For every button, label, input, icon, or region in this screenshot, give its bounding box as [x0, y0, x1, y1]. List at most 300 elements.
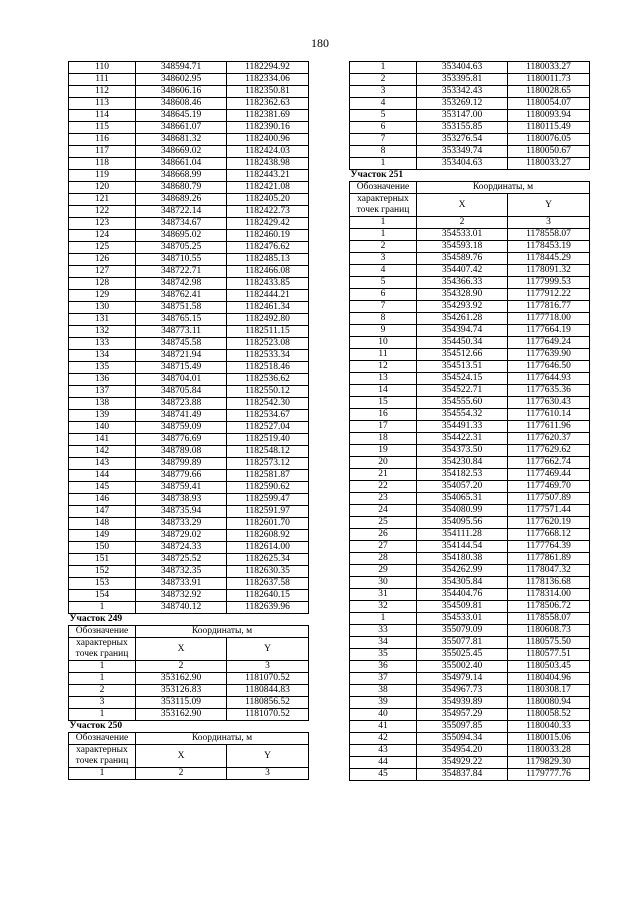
y-coordinate: 1177912.22: [508, 289, 590, 301]
point-number: 110: [69, 62, 136, 74]
y-coordinate: 1179829.30: [508, 757, 590, 769]
x-coordinate: 348602.95: [136, 74, 227, 86]
table-row: [350, 253, 590, 265]
table-header: [69, 626, 309, 638]
y-coordinate: 1177620.37: [508, 433, 590, 445]
header-line: точек границ: [356, 205, 410, 215]
table-row: [69, 590, 309, 602]
table-row: [69, 182, 309, 194]
table-row: [350, 241, 590, 253]
header-x: X: [136, 638, 227, 661]
y-coordinate: 1182362.63: [227, 98, 309, 110]
y-coordinate: 1180608.73: [508, 625, 590, 637]
point-number: 129: [69, 290, 136, 302]
table-header: [350, 182, 590, 194]
table-row: [350, 385, 590, 397]
x-coordinate: 348740.12: [136, 602, 227, 614]
point-number: 44: [350, 757, 417, 769]
point-number: 136: [69, 374, 136, 386]
point-number: 12: [350, 361, 417, 373]
point-number: 23: [350, 493, 417, 505]
x-coordinate: 348689.26: [136, 194, 227, 206]
point-number: 1: [350, 158, 417, 170]
x-coordinate: 348705.25: [136, 242, 227, 254]
point-number: 124: [69, 230, 136, 242]
x-coordinate: 354512.66: [417, 349, 508, 361]
point-number: 1: [350, 229, 417, 241]
y-coordinate: 1180015.06: [508, 733, 590, 745]
y-coordinate: 1177639.90: [508, 349, 590, 361]
table-row: [350, 229, 590, 241]
point-number: 10: [350, 337, 417, 349]
point-number: 117: [69, 146, 136, 158]
header-coordinates: Координаты, м: [136, 733, 309, 745]
point-number: 7: [350, 134, 417, 146]
x-coordinate: 348742.98: [136, 278, 227, 290]
y-coordinate: 1178047.32: [508, 565, 590, 577]
point-number: 120: [69, 182, 136, 194]
x-coordinate: 354328.90: [417, 289, 508, 301]
x-coordinate: 354555.60: [417, 397, 508, 409]
x-coordinate: 353162.90: [136, 709, 227, 721]
point-number: 112: [69, 86, 136, 98]
x-coordinate: 354144.54: [417, 541, 508, 553]
y-coordinate: 1177507.89: [508, 493, 590, 505]
x-coordinate: 354366.33: [417, 277, 508, 289]
y-coordinate: 1180856.52: [227, 697, 309, 709]
point-number: 125: [69, 242, 136, 254]
table-row: [350, 685, 590, 697]
x-coordinate: 354524.15: [417, 373, 508, 385]
header-line: характерных: [357, 194, 409, 204]
point-number: 113: [69, 98, 136, 110]
point-number: 33: [350, 625, 417, 637]
header-line: характерных: [76, 745, 128, 755]
table-row: [69, 86, 309, 98]
table-row: [350, 649, 590, 661]
point-number: 145: [69, 482, 136, 494]
x-coordinate: 354533.01: [417, 613, 508, 625]
x-coordinate: 353349.74: [417, 146, 508, 158]
x-coordinate: 354957.29: [417, 709, 508, 721]
table-row: [350, 457, 590, 469]
x-coordinate: 354533.01: [417, 229, 508, 241]
y-coordinate: 1182429.42: [227, 218, 309, 230]
x-coordinate: 348724.33: [136, 542, 227, 554]
x-coordinate: 348680.79: [136, 182, 227, 194]
table-row: [350, 661, 590, 673]
table-row: [69, 254, 309, 266]
x-coordinate: 348733.91: [136, 578, 227, 590]
x-coordinate: 354261.28: [417, 313, 508, 325]
header-coordinates: Координаты, м: [136, 626, 309, 638]
table-row: [69, 697, 309, 709]
x-coordinate: 354929.22: [417, 757, 508, 769]
x-coordinate: 354293.92: [417, 301, 508, 313]
point-number: 36: [350, 661, 417, 673]
x-coordinate: 348668.99: [136, 170, 227, 182]
header-designation: Обозначение: [69, 626, 136, 638]
point-number: 40: [350, 709, 417, 721]
point-number: 39: [350, 697, 417, 709]
table-row: [69, 74, 309, 86]
x-coordinate: 348732.35: [136, 566, 227, 578]
y-coordinate: 1177649.24: [508, 337, 590, 349]
table-row: [69, 398, 309, 410]
column-number: 2: [417, 217, 508, 229]
point-number: 139: [69, 410, 136, 422]
x-coordinate: 353155.85: [417, 122, 508, 134]
point-number: 128: [69, 278, 136, 290]
table-row: [69, 458, 309, 470]
point-number: 29: [350, 565, 417, 577]
y-coordinate: 1177764.39: [508, 541, 590, 553]
x-coordinate: 354230.84: [417, 457, 508, 469]
x-coordinate: 354262.99: [417, 565, 508, 577]
y-coordinate: 1180575.50: [508, 637, 590, 649]
right-column: [349, 61, 590, 781]
header-y: Y: [227, 745, 309, 768]
y-coordinate: 1177620.19: [508, 517, 590, 529]
header-y: Y: [508, 194, 590, 217]
y-coordinate: 1180308.17: [508, 685, 590, 697]
table-row: [69, 434, 309, 446]
point-number: 6: [350, 122, 417, 134]
table-row: [69, 218, 309, 230]
point-number: 16: [350, 409, 417, 421]
table-row: [69, 518, 309, 530]
x-coordinate: 348669.02: [136, 146, 227, 158]
section-251-title: [350, 170, 590, 182]
point-number: 22: [350, 481, 417, 493]
table-header-numbers: [69, 661, 309, 673]
table-row: [350, 637, 590, 649]
y-coordinate: 1181070.52: [227, 709, 309, 721]
x-coordinate: 353115.09: [136, 697, 227, 709]
point-number: 151: [69, 554, 136, 566]
y-coordinate: 1182476.62: [227, 242, 309, 254]
x-coordinate: 348779.66: [136, 470, 227, 482]
x-coordinate: 348729.02: [136, 530, 227, 542]
table-row: [350, 301, 590, 313]
table-row: [350, 325, 590, 337]
table-row: [69, 110, 309, 122]
x-coordinate: 348759.41: [136, 482, 227, 494]
y-coordinate: 1177469.44: [508, 469, 590, 481]
section-title: Участок 249: [69, 614, 309, 626]
x-coordinate: 348721.94: [136, 350, 227, 362]
point-number: 154: [69, 590, 136, 602]
table-header-numbers: [350, 217, 590, 229]
point-number: 7: [350, 301, 417, 313]
point-number: 133: [69, 338, 136, 350]
y-coordinate: 1180054.07: [508, 98, 590, 110]
table-row: [69, 685, 309, 697]
x-coordinate: 354305.84: [417, 577, 508, 589]
y-coordinate: 1182438.98: [227, 158, 309, 170]
table-row: [69, 278, 309, 290]
table-row: [69, 506, 309, 518]
table-row: [350, 577, 590, 589]
x-coordinate: 355002.40: [417, 661, 508, 673]
point-number: 1: [69, 709, 136, 721]
x-coordinate: 354065.31: [417, 493, 508, 505]
table-row: [350, 613, 590, 625]
y-coordinate: 1182422.73: [227, 206, 309, 218]
x-coordinate: 348681.32: [136, 134, 227, 146]
x-coordinate: 353276.54: [417, 134, 508, 146]
point-number: 11: [350, 349, 417, 361]
coordinates-table-left: [68, 61, 309, 780]
y-coordinate: 1177668.12: [508, 529, 590, 541]
x-coordinate: 354450.34: [417, 337, 508, 349]
y-coordinate: 1182421.08: [227, 182, 309, 194]
y-coordinate: 1180058.52: [508, 709, 590, 721]
y-coordinate: 1182294.92: [227, 62, 309, 74]
x-coordinate: 348594.71: [136, 62, 227, 74]
table-row: [69, 602, 309, 614]
y-coordinate: 1177571.44: [508, 505, 590, 517]
y-coordinate: 1182608.92: [227, 530, 309, 542]
table-row: [69, 709, 309, 721]
y-coordinate: 1180404.96: [508, 673, 590, 685]
point-number: 1: [69, 602, 136, 614]
point-number: 35: [350, 649, 417, 661]
table-row: [69, 98, 309, 110]
point-number: 132: [69, 326, 136, 338]
y-coordinate: 1182591.97: [227, 506, 309, 518]
y-coordinate: 1180011.73: [508, 74, 590, 86]
point-number: 42: [350, 733, 417, 745]
point-number: 135: [69, 362, 136, 374]
x-coordinate: 353404.63: [417, 62, 508, 74]
x-coordinate: 354513.51: [417, 361, 508, 373]
x-coordinate: 355079.09: [417, 625, 508, 637]
point-number: 1: [350, 62, 417, 74]
point-number: 15: [350, 397, 417, 409]
point-number: 27: [350, 541, 417, 553]
table-row: [350, 373, 590, 385]
table-row: [69, 422, 309, 434]
section-title: Участок 250: [69, 721, 309, 733]
point-number: 5: [350, 277, 417, 289]
point-number: 130: [69, 302, 136, 314]
y-coordinate: 1180093.94: [508, 110, 590, 122]
header-designation-cont: [69, 745, 136, 768]
y-coordinate: 1177999.53: [508, 277, 590, 289]
x-coordinate: 348606.16: [136, 86, 227, 98]
x-coordinate: 354394.74: [417, 325, 508, 337]
y-coordinate: 1182614.00: [227, 542, 309, 554]
x-coordinate: 348695.02: [136, 230, 227, 242]
point-number: 41: [350, 721, 417, 733]
x-coordinate: 348751.58: [136, 302, 227, 314]
y-coordinate: 1182381.69: [227, 110, 309, 122]
table-row: [350, 697, 590, 709]
table-row: [350, 601, 590, 613]
y-coordinate: 1177816.77: [508, 301, 590, 313]
table-header: [69, 638, 309, 661]
header-line: характерных: [76, 638, 128, 648]
x-coordinate: 348725.52: [136, 554, 227, 566]
point-number: 115: [69, 122, 136, 134]
point-number: 4: [350, 98, 417, 110]
column-number: 3: [508, 217, 590, 229]
x-coordinate: 354939.89: [417, 697, 508, 709]
table-row: [350, 745, 590, 757]
x-coordinate: 348776.69: [136, 434, 227, 446]
x-coordinate: 354954.20: [417, 745, 508, 757]
x-coordinate: 353126.83: [136, 685, 227, 697]
x-coordinate: 355025.45: [417, 649, 508, 661]
y-coordinate: 1182527.04: [227, 422, 309, 434]
section-250-title: [69, 721, 309, 733]
x-coordinate: 348762.41: [136, 290, 227, 302]
point-number: 18: [350, 433, 417, 445]
table-row: [350, 757, 590, 769]
y-coordinate: 1180050.67: [508, 146, 590, 158]
table-row: [69, 290, 309, 302]
y-coordinate: 1179777.76: [508, 769, 590, 781]
table-row: [350, 469, 590, 481]
x-coordinate: 354404.76: [417, 589, 508, 601]
point-number: 8: [350, 313, 417, 325]
y-coordinate: 1177644.93: [508, 373, 590, 385]
x-coordinate: 348799.89: [136, 458, 227, 470]
point-number: 119: [69, 170, 136, 182]
table-row: [350, 86, 590, 98]
column-number: 1: [350, 217, 417, 229]
table-row: [69, 230, 309, 242]
table-row: [350, 673, 590, 685]
x-coordinate: 354837.84: [417, 769, 508, 781]
point-number: 26: [350, 529, 417, 541]
y-coordinate: 1177611.96: [508, 421, 590, 433]
x-coordinate: 348645.19: [136, 110, 227, 122]
x-coordinate: 354095.56: [417, 517, 508, 529]
point-number: 147: [69, 506, 136, 518]
point-number: 21: [350, 469, 417, 481]
table-row: [350, 421, 590, 433]
table-row: [69, 134, 309, 146]
point-number: 43: [350, 745, 417, 757]
table-row: [69, 62, 309, 74]
column-number: 3: [227, 661, 309, 673]
column-number: 1: [69, 768, 136, 780]
table-row: [350, 565, 590, 577]
x-coordinate: 348735.94: [136, 506, 227, 518]
point-number: 45: [350, 769, 417, 781]
table-row: [69, 122, 309, 134]
y-coordinate: 1182625.34: [227, 554, 309, 566]
y-coordinate: 1177861.89: [508, 553, 590, 565]
x-coordinate: 355077.81: [417, 637, 508, 649]
point-number: 17: [350, 421, 417, 433]
y-coordinate: 1180844.83: [227, 685, 309, 697]
y-coordinate: 1182518.46: [227, 362, 309, 374]
y-coordinate: 1182390.16: [227, 122, 309, 134]
y-coordinate: 1180033.27: [508, 62, 590, 74]
y-coordinate: 1182433.85: [227, 278, 309, 290]
y-coordinate: 1180076.05: [508, 134, 590, 146]
y-coordinate: 1180028.65: [508, 86, 590, 98]
point-number: 13: [350, 373, 417, 385]
table-row: [69, 266, 309, 278]
y-coordinate: 1180503.45: [508, 661, 590, 673]
table-row: [350, 493, 590, 505]
x-coordinate: 348773.11: [136, 326, 227, 338]
point-number: 9: [350, 325, 417, 337]
y-coordinate: 1177629.62: [508, 445, 590, 457]
point-number: 131: [69, 314, 136, 326]
point-number: 31: [350, 589, 417, 601]
table-row: [350, 589, 590, 601]
y-coordinate: 1182536.62: [227, 374, 309, 386]
table-row: [350, 337, 590, 349]
y-coordinate: 1178136.68: [508, 577, 590, 589]
point-number: 148: [69, 518, 136, 530]
point-number: 34: [350, 637, 417, 649]
point-number: 4: [350, 265, 417, 277]
table-row: [69, 326, 309, 338]
table-row: [350, 721, 590, 733]
coordinates-table-right: [349, 61, 590, 781]
point-number: 24: [350, 505, 417, 517]
y-coordinate: 1182519.40: [227, 434, 309, 446]
y-coordinate: 1178506.72: [508, 601, 590, 613]
y-coordinate: 1180115.49: [508, 122, 590, 134]
y-coordinate: 1182637.58: [227, 578, 309, 590]
header-line: точек границ: [75, 756, 129, 766]
x-coordinate: 348723.88: [136, 398, 227, 410]
y-coordinate: 1182523.08: [227, 338, 309, 350]
point-number: 146: [69, 494, 136, 506]
x-coordinate: 348741.49: [136, 410, 227, 422]
table-row: [350, 146, 590, 158]
x-coordinate: 354057.20: [417, 481, 508, 493]
column-number: 2: [136, 661, 227, 673]
table-row: [350, 98, 590, 110]
table-row: [350, 733, 590, 745]
x-coordinate: 348705.84: [136, 386, 227, 398]
table-row: [350, 134, 590, 146]
header-designation-cont: [69, 638, 136, 661]
point-number: 123: [69, 218, 136, 230]
table-row: [69, 158, 309, 170]
point-number: 3: [69, 697, 136, 709]
y-coordinate: 1182548.12: [227, 446, 309, 458]
y-coordinate: 1178445.29: [508, 253, 590, 265]
y-coordinate: 1182400.96: [227, 134, 309, 146]
x-coordinate: 354080.99: [417, 505, 508, 517]
y-coordinate: 1182542.30: [227, 398, 309, 410]
point-number: 152: [69, 566, 136, 578]
table-row: [69, 410, 309, 422]
table-row: [350, 289, 590, 301]
table-row: [69, 302, 309, 314]
y-coordinate: 1182550.12: [227, 386, 309, 398]
y-coordinate: 1177718.00: [508, 313, 590, 325]
section-249-title: [69, 614, 309, 626]
y-coordinate: 1182334.06: [227, 74, 309, 86]
y-coordinate: 1178558.07: [508, 613, 590, 625]
table-row: [69, 314, 309, 326]
y-coordinate: 1177662.74: [508, 457, 590, 469]
table-row: [350, 541, 590, 553]
table-row: [69, 170, 309, 182]
x-coordinate: 354967.73: [417, 685, 508, 697]
point-number: 20: [350, 457, 417, 469]
